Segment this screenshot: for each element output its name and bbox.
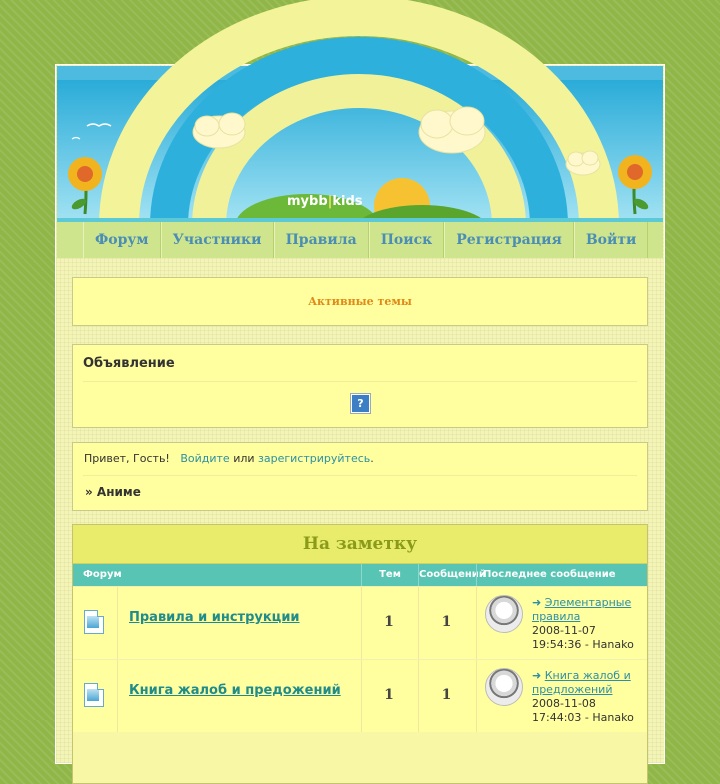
broken-image-icon: ? — [351, 394, 370, 413]
breadcrumb: » Аниме — [85, 485, 141, 499]
table-row — [73, 586, 647, 659]
announcement-title: Объявление — [83, 356, 175, 371]
register-link[interactable]: зарегистрируйтесь — [258, 452, 371, 465]
user-avatar[interactable] — [485, 668, 523, 706]
nav-forum[interactable]: Форум — [83, 222, 161, 258]
nav-members[interactable]: Участники — [161, 222, 274, 258]
forum-link[interactable]: Книга жалоб и предожений — [129, 683, 341, 698]
active-topics-box — [72, 277, 648, 326]
announcement-box — [72, 344, 648, 428]
header-posts: Сообщений — [418, 564, 475, 586]
arrow-right-icon: ➜ — [532, 669, 542, 682]
last-post-link[interactable]: Книга жалоб и предложений — [532, 669, 631, 696]
greeting-text: Привет, Гость! — [84, 452, 170, 465]
nav-rules[interactable]: Правила — [274, 222, 369, 258]
table-row — [73, 659, 647, 732]
posts-count: 1 — [441, 687, 452, 703]
period-text: . — [370, 452, 374, 465]
logo-text-left: mybb — [287, 194, 328, 209]
last-post-date: 2008-11-07 — [532, 624, 596, 637]
logo-text-right: kids — [332, 194, 363, 209]
last-post-time-author: 17:44:03 - Hanako — [532, 711, 634, 724]
forum-category — [72, 524, 648, 784]
topics-count: 1 — [384, 614, 394, 630]
forum-icon — [84, 610, 104, 634]
last-post-date: 2008-11-08 — [532, 697, 596, 710]
category-title: На заметку — [73, 525, 647, 564]
nav-login[interactable]: Войти — [574, 222, 649, 258]
nav-search[interactable]: Поиск — [369, 222, 445, 258]
header-banner — [57, 66, 663, 218]
divider — [83, 381, 637, 382]
site-logo[interactable] — [287, 194, 363, 209]
nav-register[interactable]: Регистрация — [444, 222, 574, 258]
user-avatar[interactable] — [485, 595, 523, 633]
login-link[interactable]: Войдите — [180, 452, 230, 465]
forum-icon — [84, 683, 104, 707]
welcome-box — [72, 442, 648, 511]
or-text: или — [233, 452, 255, 465]
table-header — [73, 564, 647, 586]
topics-count: 1 — [384, 687, 394, 703]
welcome-line — [84, 452, 374, 465]
divider — [83, 475, 637, 476]
last-post-info — [532, 596, 644, 652]
main-nav — [57, 218, 663, 258]
arrow-right-icon: ➜ — [532, 596, 542, 609]
header-last-post: Последнее сообщение — [476, 564, 616, 586]
header-forum: Форум — [83, 569, 122, 580]
last-post-info — [532, 669, 644, 725]
last-post-link[interactable]: Элементарные правила — [532, 596, 632, 623]
header-topics: Тем — [361, 564, 418, 586]
last-post-time-author: 19:54:36 - Hanako — [532, 638, 634, 651]
forum-link[interactable]: Правила и инструкции — [129, 610, 300, 625]
logo-separator: | — [327, 194, 333, 209]
active-topics-link[interactable]: Активные темы — [308, 295, 412, 308]
posts-count: 1 — [441, 614, 452, 630]
page-container — [55, 64, 665, 764]
